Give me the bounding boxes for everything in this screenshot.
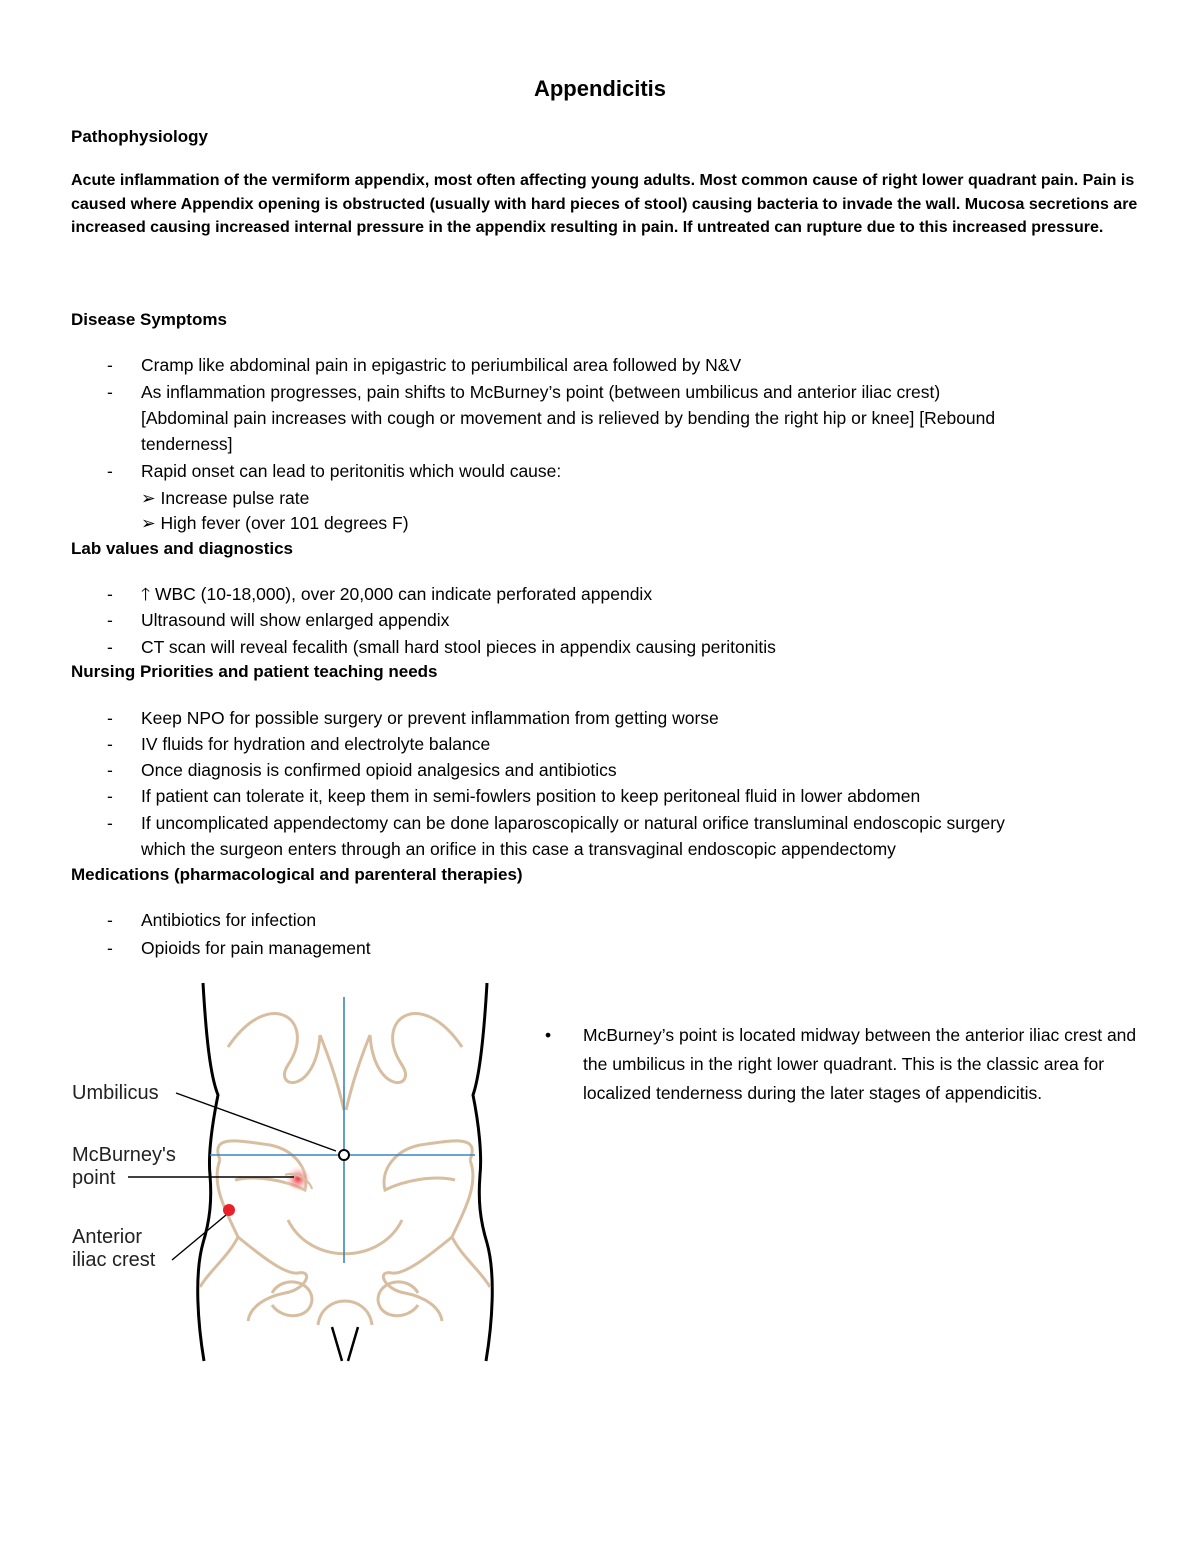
- list-item: IV fluids for hydration and electrolyte balance: [141, 734, 491, 754]
- list-dash: -: [107, 610, 113, 630]
- list-dash: -: [107, 637, 113, 657]
- list-item: CT scan will reveal fecalith (small hard stool pieces in appendix causing peritonitis: [141, 637, 776, 657]
- list-dash: -: [107, 461, 113, 481]
- iliac-crest-leader-line: [172, 1215, 226, 1260]
- sub-list-item: ➢ Increase pulse rate: [141, 488, 310, 508]
- pelvis-right-wing: [452, 1160, 490, 1287]
- mcburney-note: McBurney’s point is located midway between the anterior iliac crest and the umbilicus in the right lower quadrant. This is the classic area for localized tenderness during the later stages of appendicitis.: [583, 1025, 1137, 1103]
- labs-heading: Lab values and diagnostics: [71, 539, 294, 558]
- body-outline-right: [473, 983, 492, 1361]
- sub-list-item: ➢ High fever (over 101 degrees F): [141, 513, 409, 533]
- list-dash: -: [107, 760, 113, 780]
- list-dash: -: [107, 584, 113, 604]
- list-item: which the surgeon enters through an orifice in this case a transvaginal endoscopic appendectomy: [141, 839, 896, 859]
- pelvis-lower-right: [383, 1237, 452, 1321]
- pelvis-right-ilium: [384, 1141, 472, 1190]
- list-item: As inflammation progresses, pain shifts to McBurney’s point (between umbilicus and anterior iliac crest): [141, 382, 941, 402]
- page-title: Appendicitis: [533, 76, 666, 101]
- anterior-iliac-crest-point: [223, 1204, 235, 1216]
- list-item: Opioids for pain management: [141, 938, 371, 958]
- list-dash: -: [107, 708, 113, 728]
- mcburney-label-line1: McBurney's: [72, 1144, 176, 1166]
- pathophysiology-heading: Pathophysiology: [71, 127, 208, 146]
- list-item: Rapid onset can lead to peritonitis which would cause:: [141, 461, 562, 481]
- medications-heading: Medications (pharmacological and parenteral therapies): [71, 865, 523, 884]
- list-item: If patient can tolerate it, keep them in semi-fowlers position to keep peritoneal fluid in lower abdomen: [141, 786, 921, 806]
- list-item: Antibiotics for infection: [141, 910, 317, 930]
- obturator-right: [378, 1282, 418, 1316]
- mcburney-point-glow: [284, 1165, 312, 1193]
- pubic-arch: [318, 1301, 372, 1325]
- pelvis-left-wing: [200, 1160, 238, 1287]
- list-item: Cramp like abdominal pain in epigastric to periumbilical area followed by N&V: [141, 355, 742, 375]
- list-item: [Abdominal pain increases with cough or movement and is relieved by bending the right hip or knee] [Rebound: [141, 408, 996, 428]
- rib-right-inner: [346, 1035, 370, 1110]
- list-item: tenderness]: [141, 434, 233, 454]
- pelvis-lower-left: [238, 1237, 307, 1321]
- list-item: Ultrasound will show enlarged appendix: [141, 610, 450, 630]
- list-item: If uncomplicated appendectomy can be done laparoscopically or natural orifice transluminal endoscopic surgery: [141, 813, 1005, 833]
- list-dash: -: [107, 786, 113, 806]
- list-dash: -: [107, 734, 113, 754]
- mcburney-point-diagram: [60, 975, 520, 1370]
- femur-left: [332, 1327, 342, 1361]
- list-dash: -: [107, 813, 113, 833]
- femur-right: [348, 1327, 358, 1361]
- rib-left-inner: [320, 1035, 344, 1110]
- umbilicus-label: Umbilicus: [72, 1082, 159, 1104]
- rib-left: [228, 1014, 320, 1083]
- note-bullet: •: [545, 1025, 552, 1045]
- list-dash: -: [107, 910, 113, 930]
- iliac-label-line1: Anterior: [72, 1226, 143, 1248]
- iliac-label-line2: iliac crest: [72, 1249, 156, 1271]
- pathophysiology-paragraph: Acute inflammation of the vermiform appendix, most often affecting young adults. Most common cause of right lower quadrant pain. Pain is caused where Appendix opening is obstructed (usually with hard pieces of stool) causing bacteria to invade the wall. Mucosa secretions are increased causing increased internal pressure in the appendix resulting in pain. If untreated can rupture due to this increased pressure.: [71, 172, 1138, 236]
- list-item: Once diagnosis is confirmed opioid analgesics and antibiotics: [141, 760, 617, 780]
- list-dash: -: [107, 355, 113, 375]
- rib-right: [370, 1014, 462, 1083]
- obturator-left: [272, 1282, 312, 1316]
- umbilicus-marker: [339, 1150, 349, 1160]
- body-outline-left: [198, 983, 218, 1361]
- list-item: Keep NPO for possible surgery or prevent inflammation from getting worse: [141, 708, 719, 728]
- list-dash: -: [107, 382, 113, 402]
- sacrum: [288, 1220, 402, 1254]
- list-dash: -: [107, 938, 113, 958]
- symptoms-heading: Disease Symptoms: [71, 310, 227, 329]
- list-item: 🡑 WBC (10-18,000), over 20,000 can indicate perforated appendix: [141, 584, 653, 604]
- mcburney-label-line2: point: [72, 1167, 116, 1189]
- nursing-heading: Nursing Priorities and patient teaching needs: [71, 662, 438, 681]
